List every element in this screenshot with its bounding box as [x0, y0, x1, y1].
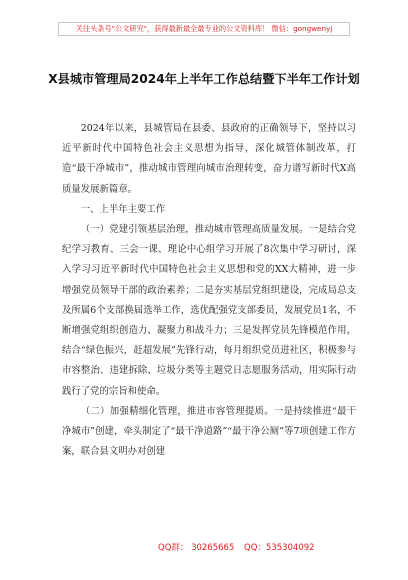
document-title: X县城市管理局2024年上半年工作总结暨下半年工作计划 — [48, 72, 360, 86]
body-paragraph: （一）党建引领基层治理，推动城市管理高质量发展。一是结合党纪学习教育、三会一课、理论中心组学习开展了8次集中学习研讨，深入学习习近平新时代中国特色社会主义思想和党的XX大精神，进一步增强党员领导干部的政治素养；二是夯实基层党组织建设，完成局总支及所属6个支部换届选举工作，选优配强党支部委员，发展党员1名，不断增强党组织创造力、凝聚力和战斗力；三是发挥党员先锋模范作用，结合“绿色振兴，赶超发展”先锋行动，每月组织党员进社区，积极参与市容整治、违建拆除、垃圾分类等主题党日志愿服务活动，用实际行动践行了党的宗旨和使命。 — [62, 224, 356, 397]
footer-qq-group: QQ群： 30265665 — [158, 543, 235, 553]
body-paragraph: （二）加强精细化管理，推进市容管理提质。一是持续推进“最干净城市”创建，牵头制定了“最干净道路”“最干净公厕”等7项创建工作方案，联合县文明办对创建 — [62, 405, 356, 458]
header-banner: 关注头条号"公文研究"，获得最新最全最专业的公文资料库！ 微信：gongwenyj — [58, 22, 350, 36]
footer-qq: QQ：535304092 — [244, 543, 315, 553]
intro-paragraph: 2024年以来，县城管局在县委、县政府的正确领导下，坚持以习近平新时代中国特色社会主义思想为指导，深化城管体制改革，打造“最干净城市”，推动城市管理向城市治理转变，奋力谱写新时代X高质量发展新篇章。 — [62, 123, 356, 195]
document-body — [62, 119, 356, 462]
section-heading: 一、上半年主要工作 — [80, 203, 166, 215]
